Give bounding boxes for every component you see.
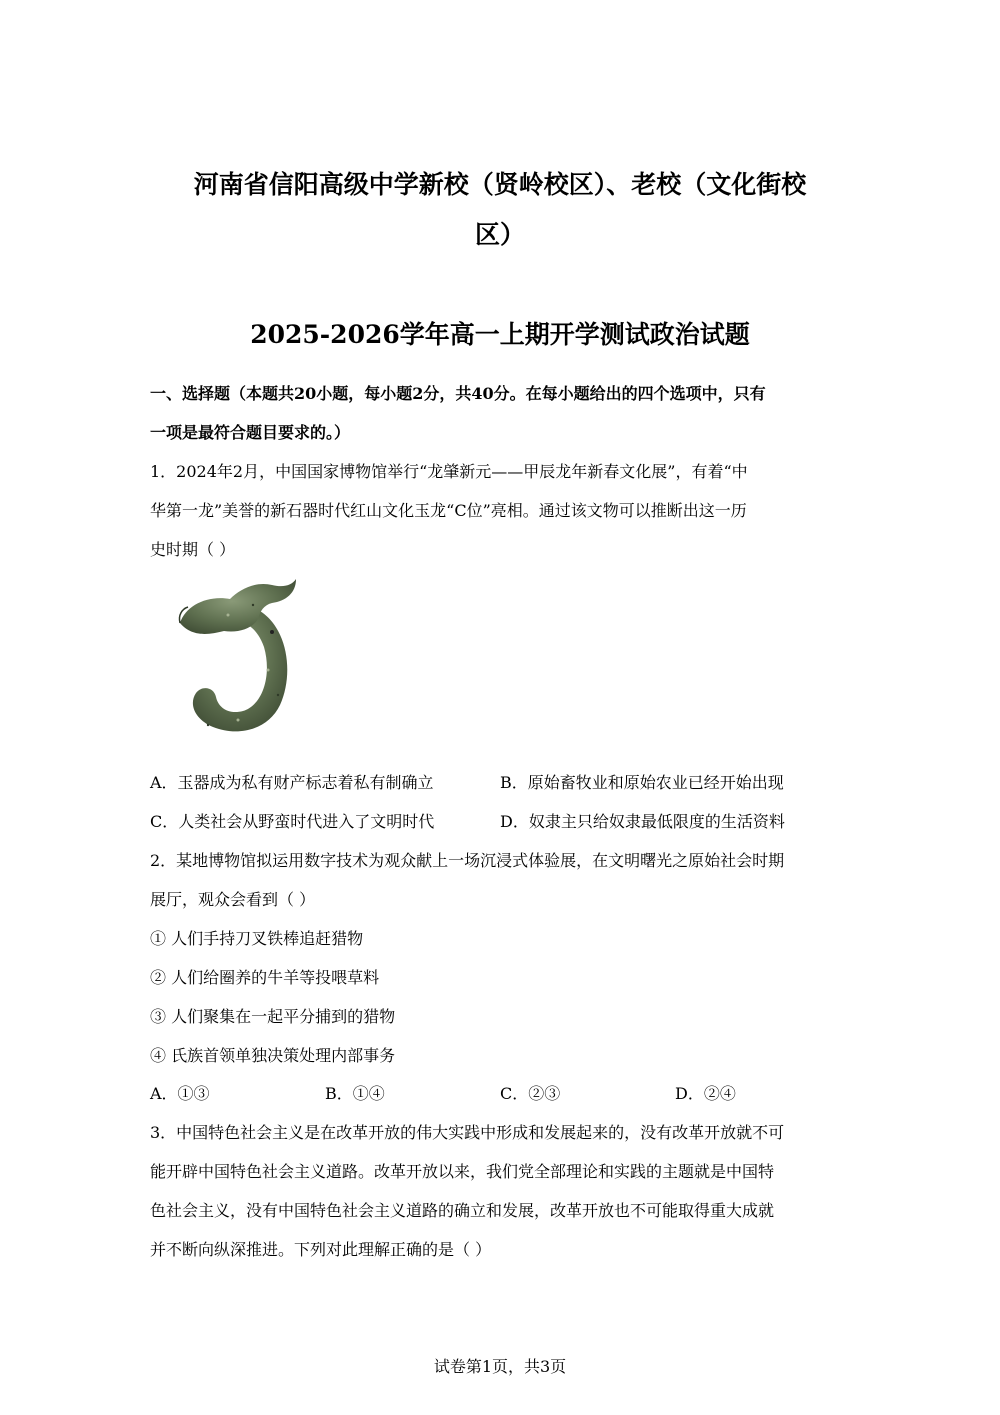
- exam-title-line1: 河南省信阳高级中学新校（贤岭校区）、老校（文化街校: [193, 170, 807, 199]
- q1-stem-line2: 华第一龙”美誉的新石器时代红山文化玉龙“C位”亮相。通过该文物可以推断出这一历: [150, 501, 747, 520]
- q3-stem-line3: 色社会主义，没有中国特色社会主义道路的确立和发展，改革开放也不可能取得重大成就: [150, 1201, 775, 1220]
- q1-stem-line3: 史时期（ ）: [150, 540, 236, 559]
- exam-title-line2: 区）: [474, 220, 525, 249]
- section-heading-line2: 一项是最符合题目要求的。）: [150, 423, 351, 442]
- q1-option-d: D．奴隶主只给奴隶最低限度的生活资料: [500, 812, 785, 831]
- q2-option-a: A．①③: [150, 1084, 210, 1103]
- page-footer: 试卷第1页，共3页: [433, 1357, 567, 1376]
- jade-dragon-image: [168, 575, 308, 740]
- q2-option-b: B．①④: [325, 1084, 385, 1103]
- section-heading-line1: 一、选择题（本题共20小题，每小题2分，共40分。在每小题给出的四个选项中，只有: [150, 384, 766, 403]
- q3-stem-line2: 能开辟中国特色社会主义道路。改革开放以来，我们党全部理论和实践的主题就是中国特: [150, 1162, 775, 1181]
- exam-subtitle: 2025-2026学年高一上期开学测试政治试题: [250, 320, 750, 349]
- q2-option-c: C．②③: [500, 1084, 561, 1103]
- q2-stem-line1: 2．某地博物馆拟运用数字技术为观众献上一场沉浸式体验展，在文明曙光之原始社会时期: [150, 851, 785, 870]
- q3-stem-line4: 并不断向纵深推进。下列对此理解正确的是（ ）: [150, 1240, 492, 1259]
- q2-stem-line2: 展厅，观众会看到（ ）: [150, 890, 316, 909]
- q2-statement-4: ④ 氏族首领单独决策处理内部事务: [150, 1046, 396, 1065]
- q1-option-a: A．玉器成为私有财产标志着私有制确立: [150, 773, 434, 792]
- q2-statement-2: ② 人们给圈养的牛羊等投喂草料: [150, 968, 380, 987]
- q3-stem-line1: 3．中国特色社会主义是在改革开放的伟大实践中形成和发展起来的，没有改革开放就不可: [150, 1123, 785, 1142]
- q2-option-d: D．②④: [675, 1084, 736, 1103]
- q2-statement-1: ① 人们手持刀叉铁棒追赶猎物: [150, 929, 364, 948]
- q1-stem-line1: 1．2024年2月，中国国家博物馆举行“龙肇新元——甲辰龙年新春文化展”，有着“中: [150, 462, 748, 481]
- q1-option-c: C．人类社会从野蛮时代进入了文明时代: [150, 812, 435, 831]
- q2-statement-3: ③ 人们聚集在一起平分捕到的猎物: [150, 1007, 396, 1026]
- q1-option-b: B．原始畜牧业和原始农业已经开始出现: [500, 773, 784, 792]
